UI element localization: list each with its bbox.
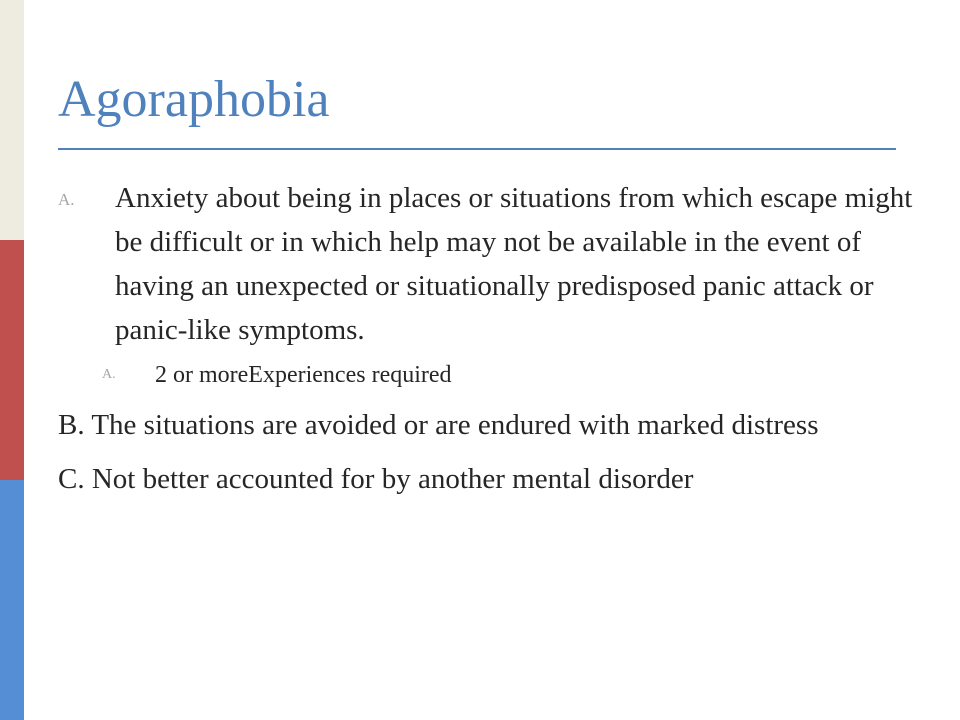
side-band-beige <box>0 0 24 240</box>
criterion-a-subitem <box>58 358 918 392</box>
criterion-c: C. Not better accounted for by another mental disorder <box>58 463 694 495</box>
decorative-side-bar <box>0 0 24 720</box>
criterion-b: B. The situations are avoided or are endured with marked distress <box>58 409 819 441</box>
side-band-red <box>0 240 24 480</box>
slide-title: Agoraphobia <box>58 71 330 128</box>
criterion-a-text: Anxiety about being in places or situations from which escape might be difficult or in which help may not be available in the event of having an unexpected or situationally predisposed panic attack or panic-like symptoms. <box>115 182 913 346</box>
title-underline-rule <box>58 148 896 150</box>
side-band-blue <box>0 480 24 720</box>
criterion-a <box>58 176 918 352</box>
criterion-a-subitem-marker: A. <box>102 367 116 382</box>
criterion-a-marker: A. <box>58 190 75 209</box>
criterion-a-subitem-text: 2 or moreExperiences required <box>155 362 452 388</box>
slide-body <box>58 176 918 500</box>
